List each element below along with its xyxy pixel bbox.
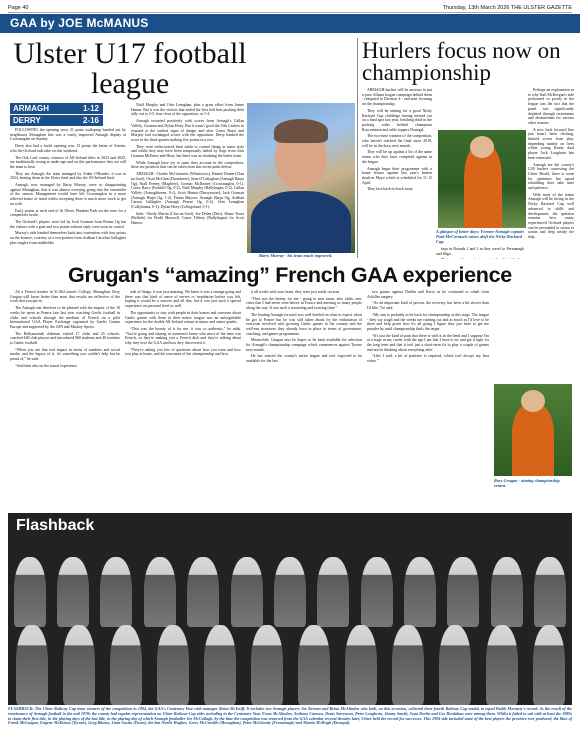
story3-column-3: it all works with your team, they were just really curious. “That was the beauty for me - going to new areas, new clubs, new cities that I had never seen before in France and meeting so many people along the way. It was such a rewarding and exciting time.” The leading Armagh forward was well-briefed on what to expect when he got to France but he was still taken aback by the enthusiasm of everyone involved with growing Gaelic games in the country and the well-run structures they already have in place in terms of governance, coaching, and games programmes. Meanwhile, Grugan says he hopes to be back available for selection for Armagh's championship campaign which commences against Tyrone next month. He has missed the county's entire league and isn't expected to be available for the last: [246, 290, 362, 364]
page-header: [8, 3, 572, 13]
story1-column-1: FOLLOWING the opening story 21 point walloping handed out by neighbours Monaghan this was a vastly improved Armagh display at Crossmaglen on Sunday. Derry also had a facile opening win, 13 points the better of Antrim, who the Orchard lads take on this weekend. The Oak Leaf county, winners of All-Ireland titles in 2023 and 2025, are traditionally strong at under-age and on this performance they are still the team to beat. They not Armagh, the team managed by Aiden O'Rourke, it was in 2024, beating them in the Ulster final and also the All-Ireland final. Armagh, now managed by Barry Murray, were so disappointing against Monaghan, that it was almost worrying going into the remainder of the season. Management would have left Crossmaglen in a more relieved frame of mind whilst accepting there is much more work to get on with. Early points at each end of St Oliver Plunkett Park set the tone for a competitive tussle. The Orchard's players were led by Josh Gorman from Ronan Og but the visitors with a goal and two points without reply were soon in control. Murray's side handed themselves back into contention with four points on the bounce, courtesy of a two-pointer from Aodhan Carrolan Gallagher plus singles from midfielder: [10, 128, 126, 245]
story3-column-2: side of things, it was just amazing. We knew it was a strange going and there was that kind of sense of nerves or trepidation before you left, hoping it would be a success and all that, but it was just such a special experience on personal level as well. The opportunity to stay with people in their homes and converse about Gaelic games with them in their native tongue was an unforgettable experience for the double All-Ireland winner at minor and senior grades. “That was the beauty of it for me, it was so authentic,” he adds. “You're going and staying in someone's home who most of the time was French, so they're making you a French dish and they're talking about why they love the GAA and how they discovered it. “They're asking you lots of questions about how you train and how you play at home, and the structures of the championship and how: [125, 290, 241, 357]
team-front-row: [8, 625, 572, 705]
photo-rory-grugan: [494, 384, 572, 476]
story1-column-2: Niall Murphy and Orin Lenaghan, plus a great effort from James Hanna. But it was the visitors that ended the first half best pushing their tally out to 2-5, four clear of the opposition, at 1-4. Armagh restarted positively with scores from Armagh's Callan Vallely, Gorman and Dylan Hoey. But it wasn't good the Oak Leafers to respond at the earliest signs of danger and after Conor Barry and Murphy had exchanged scores with the opposition, Derry banked the score in the third quarter making five points in a row. They were rediscovered their stride to control things in some style and whilst they may have been temporarily halted by flags from Josh Gorman McEntee and Hoey, but there was no doubting the better team. While Armagh have yet to open their account in the competition, there are positives that can be taken from this seven point defeat. ARMAGH - Charlie McGuinness (Whitecross), Emmet Dunne (Clan na Gael), Oisin McGinn (Dromintee), Sean O'Callaghan (Armagh Harps Og), Niall Feeney (Maghery), Cormac McIlroney (Crossmaglen, 0-1), Conor Barry (Forkhill Og, 0-2), Niall Murphy (Ballyhegan, 0-2), Callan Vallely (Armaghbreen, 0-1), Scott Hamra (Derrynoose), Jack Gorman (Armagh Harps Og, 1-2), Fintan Mayoor, Armagh Harps Og, Aodhan Carson Gallagher (Armagh Pearse Og, 0-2), Orin Lenaghan (Cullyhanna, 0-1), Dylan Hoey (Collegeland, 0-1). Subs - Brody Martin (Clan na Gael), Joe Dolan (Derr), Shane Toner (Belleek) for Fiadh Maxwell, Conor Tiffney (Ballyhegan) for Scott Hamra.: [131, 103, 244, 226]
photo-barry-murray: [247, 103, 355, 253]
story2-column-2: trips in Rounds 2 and 3 as they travel to Fermanagh and Sligo.: [436, 247, 524, 256]
flashback-title: Flashback: [16, 517, 95, 534]
story2-column-1: ARMAGH hurlers will be anxious to put a poor Allianz league campaign behind them - relegated to Division 4 - and start focusing on the championship. They will be aiming for a good Nicky Rackard Cup challenge having missed out on a final spot last year, finishing third in the pecking order behind champions Roscommon and table toppers Donegal. The two-time winners of the competition, who haven't reached the final since 2019, will be in the draw next month. They will be up against a lot of the same teams who they have competed against in the league. Armagh begin their programme with a home fixture against last year's beaten finalists Mayo which is scheduled for 11-12 April. They face back-to-back away: [362, 88, 432, 192]
story2-headline: Hurlers focus now on championship: [362, 38, 561, 85]
story3-column-1: AS a French teacher in St McCartan's College, Monaghan, Rory Grugan will know better than most that results are reflective of the work that you put in. The Armagh star deserves to be pleased with the impact of the 10 weeks he spent in France late last year coaching Gaelic football in clubs and schools through the medium of French on a pilot International GAA Player Exchange organised by Gaelic Games Europe and supported by the GPA and Mackey Sports. The Ballymacnab clubman visited 17 clubs and 25 schools, coached 640 club players and introduced 960 students and 40 teachers to Gaelic football. “When you see that real impact in terms of numbers and social media, and the legacy of it, it's something you couldn't help but be proud of,” he said. “And then also on the actual experience: [10, 290, 120, 368]
photo-paul-mccormack: [438, 130, 526, 228]
photo-caption-rory-grugan: Rory Grugan - aiming championship return.: [494, 478, 560, 488]
story1-headline: Ulster U17 football league: [13, 37, 247, 100]
story3-column-4: two games against Dublin and Kerry as he continued to rehab from Achilles surgery. “As an important kind of person, the recovery has been a bit slower than I'd like,” he said. “My aim is probably to be back for championship at this stage. The league - they say tough and the weeks are running out and as much as I'd love to be there and help given how it's all going I figure they just have to get me prouder by until championship that's the target. “It's just the kind of pain that there is with it in the bend and I suppose I'm at a stage in my career with the age I am that I have to try and get it right for the long term and that it isn't just a short-term fix to play a couple of games and not be thinking about everything after. “Like I said, a bit of patience is required, which isn't always my best virtue.”: [367, 290, 489, 364]
section-title: GAA by JOE McMANUS: [10, 16, 149, 30]
flashback-team-photo: [8, 513, 572, 705]
section-banner: [0, 14, 580, 33]
photo-caption-paul-mccormack: A glimpse of better days: Former Armagh captain Paul McCormack raises aloft the Nicky Rackard Cup.: [436, 229, 524, 244]
page-number: Page 40: [8, 4, 29, 11]
issue-date: Thursday, 13th March 2026 THE ULSTER GAZETTE: [442, 4, 572, 11]
photo-caption-barry-murray: Barry Murray - his team much improved.: [259, 253, 333, 258]
story2-column-3: Perhaps an explanation as to why Kail McKeegan's side performed so poorly in the league was the fact that the panel was significantly depleted through retirements and absenteeism for various other reasons. A new look forward line just hasn't been clicking, limited scores from play, depending mainly on frees whilst young Keady dual player Jack Loughran has been entrusted. Armagh are the county's U20 hurlers contesting the Ulster Shield, there is room for optimism but squad rebuilding does take time and patience. With most of the teams Armagh will be facing in the Nicky Rackard Cup well advanced in skills and development, the question remains how many experienced Orchard players can be persuaded to return to action and help steady the ship.: [528, 88, 574, 240]
flashback-caption: FLASHBACK: The Ulster Railway Cup team winners of the competition in 1984, the GAA's Centenary Year with manager Brian McEniff. It includes two Armagh players Joe Kernan and Brian McAlinden who both, on this occasion, collected their fourth Railway Cup medal, to equal Paddy Moriarty's record. As the result of the renaissance of Armagh football in the mid 1970s the county had regular representation on Ulster Railway Cup sides including in the Centenary Year. From McAlinden, Anthony Cannon, Denis Stevenson, Peter Loughran, Jimmy Smyth, Sean Devlin and Ger Houlahan were among them. Whilst it failed to sail with at least the 1980s to claim their first title, in the playing days of the last title, in the playing day of which Armagh footballer Joe McCullagh, by the time the competition was removed from the GAA calendar several decades later, Ulster held the record for successes. This 1984 side included some of the best players the province ever produced, the likes of Frank McGuigan, Eugene McKenna (Tyrone), Greg Blaney, Liam Austin (Down), the late Noelie Hughes, Gerry McCarville (Monaghan), Peter McGinnity (Fermanagh) and Martin McHugh (Donegal).: [8, 706, 572, 726]
score-derry: DERRY 2-16: [10, 115, 103, 126]
story3-headline: Grugan's “amazing” French GAA experience: [68, 263, 512, 287]
score-armagh: ARMAGH 1-12: [10, 103, 103, 114]
team-back-row: [8, 557, 572, 627]
column-divider: [357, 38, 358, 258]
